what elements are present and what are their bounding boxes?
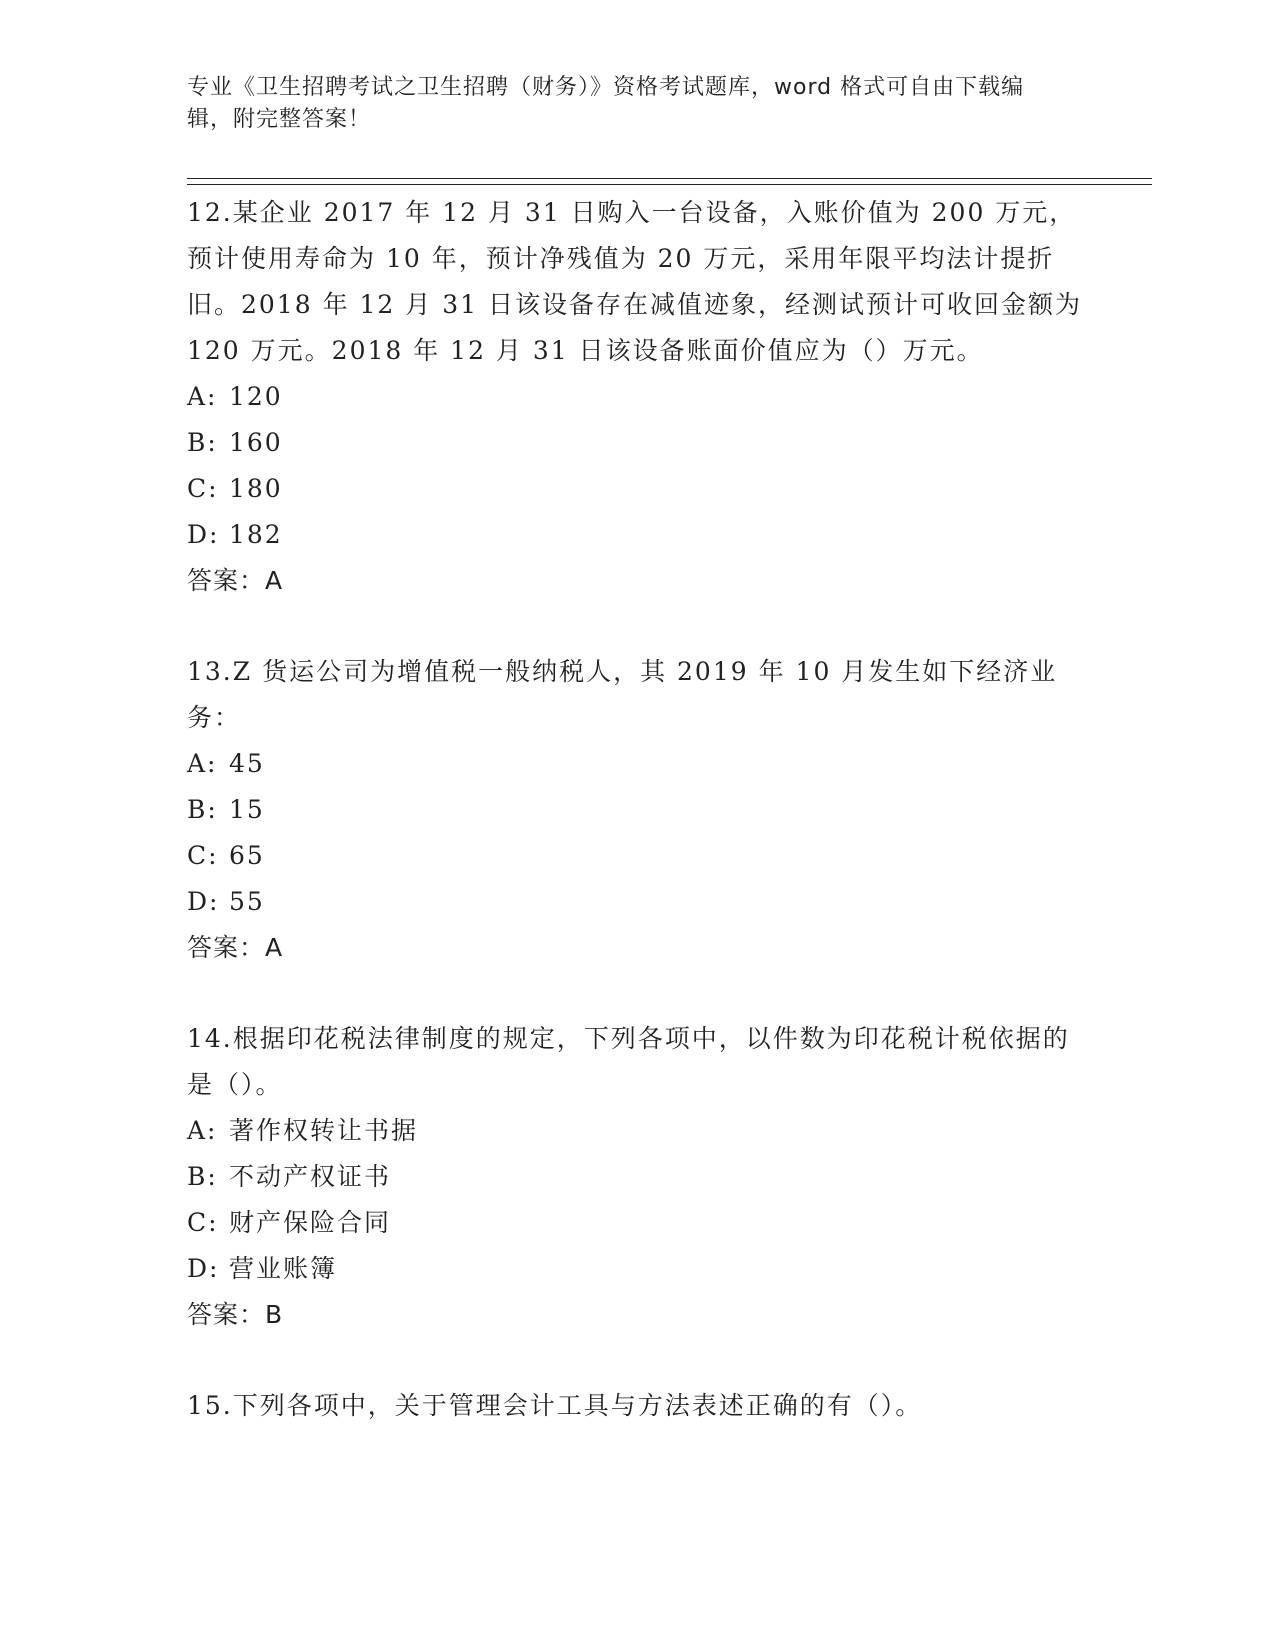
option-a bbox=[187, 1108, 1087, 1154]
option-letter: B: bbox=[187, 428, 218, 457]
option-letter: D: bbox=[187, 887, 220, 916]
option-letter: B: bbox=[187, 795, 218, 824]
option-c bbox=[187, 466, 1087, 512]
option-b bbox=[187, 420, 1087, 466]
option-letter: D: bbox=[187, 1254, 220, 1283]
option-text: 182 bbox=[229, 520, 283, 549]
option-text: 15 bbox=[229, 795, 265, 824]
header-rule-bottom bbox=[187, 184, 1152, 185]
option-text: 55 bbox=[229, 887, 265, 916]
answer-line: 答案：B bbox=[187, 1300, 284, 1329]
option-text: 不动产权证书 bbox=[229, 1162, 392, 1191]
option-text: 120 bbox=[229, 382, 283, 411]
option-c bbox=[187, 833, 1087, 879]
option-letter: A: bbox=[187, 382, 218, 411]
option-letter: A: bbox=[187, 1116, 218, 1145]
answer-line: 答案：A bbox=[187, 566, 284, 595]
question-stem: 14.根据印花税法律制度的规定，下列各项中，以件数为印花税计税依据的是（）。 bbox=[187, 1024, 1070, 1099]
option-letter: D: bbox=[187, 520, 220, 549]
question-14 bbox=[187, 1016, 1087, 1338]
option-letter: A: bbox=[187, 749, 218, 778]
option-text: 65 bbox=[229, 841, 265, 870]
header-rule-top bbox=[187, 178, 1152, 179]
option-text: 财产保险合同 bbox=[229, 1208, 392, 1237]
option-letter: C: bbox=[187, 841, 219, 870]
question-12 bbox=[187, 190, 1087, 604]
question-15 bbox=[187, 1383, 1087, 1429]
option-text: 180 bbox=[229, 474, 283, 503]
option-c bbox=[187, 1200, 1087, 1246]
option-a bbox=[187, 741, 1087, 787]
option-d bbox=[187, 1246, 1087, 1292]
option-a bbox=[187, 374, 1087, 420]
option-b bbox=[187, 1154, 1087, 1200]
question-13 bbox=[187, 649, 1087, 971]
option-d bbox=[187, 512, 1087, 558]
option-letter: B: bbox=[187, 1162, 218, 1191]
option-text: 160 bbox=[229, 428, 283, 457]
question-stem: 13.Z 货运公司为增值税一般纳税人，其 2019 年 10 月发生如下经济业务： bbox=[187, 657, 1058, 732]
option-text: 45 bbox=[229, 749, 265, 778]
option-letter: C: bbox=[187, 1208, 219, 1237]
question-list bbox=[187, 190, 1087, 1429]
option-text: 著作权转让书据 bbox=[229, 1116, 419, 1145]
page-header: 专业《卫生招聘考试之卫生招聘（财务）》资格考试题库，word 格式可自由下载编辑，附完整答案！ bbox=[187, 75, 1025, 132]
question-stem: 15.下列各项中，关于管理会计工具与方法表述正确的有（）。 bbox=[187, 1391, 923, 1420]
option-d bbox=[187, 879, 1087, 925]
option-b bbox=[187, 787, 1087, 833]
option-letter: C: bbox=[187, 474, 219, 503]
question-stem: 12.某企业 2017 年 12 月 31 日购入一台设备，入账价值为 200 万元，预计使用寿命为 10 年，预计净残值为 20 万元，采用年限平均法计提折旧。2018 年 12 月 31 日该设备存在减值迹象，经测试预计可收回金额为 120 万元。2018 年 12 月 31 日该设备账面价值应为（）万元。 bbox=[187, 198, 1082, 365]
option-text: 营业账簿 bbox=[229, 1254, 338, 1283]
answer-line: 答案：A bbox=[187, 933, 284, 962]
